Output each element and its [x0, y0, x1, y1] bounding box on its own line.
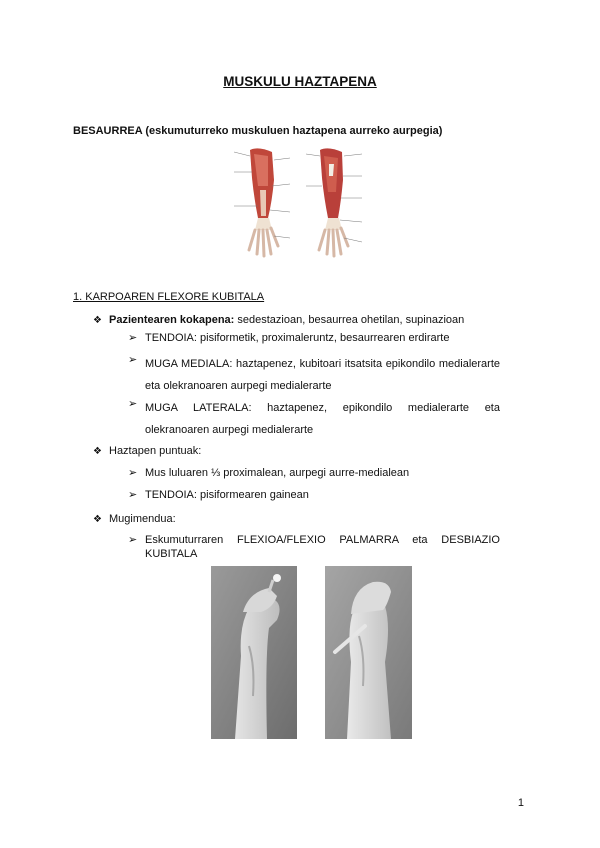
palpation-points-label: Haztapen puntuak:: [109, 445, 202, 457]
movement-label: Mugimendua:: [109, 513, 176, 525]
patient-position-label: Pazientearen kokapena:: [109, 314, 235, 326]
section-subtitle: BESAURREA (eskumuturreko muskuluen haztapena aurreko aurpegia): [73, 125, 443, 137]
arrow-bullet-icon: ➢: [128, 489, 138, 501]
bullet-patient-position: [93, 313, 464, 328]
patient-position-text: sedestazioan, besaurrea ohetilan, supinazioan: [234, 314, 465, 326]
diamond-bullet-icon: ❖: [93, 514, 102, 525]
wrist-flexion-photo: [211, 566, 297, 739]
list-item: [128, 533, 500, 561]
ulnar-deviation-photo: [325, 566, 412, 739]
forearm-drawing-right: [306, 148, 362, 256]
forearm-anatomy-illustration: [228, 146, 366, 258]
page-number: 1: [517, 797, 524, 809]
list-item-text: Mus luluaren ⅓ proximalean, aurpegi aurre-medialean: [145, 467, 410, 479]
list-item-text: MUGA LATERALA: haztapenez, epikondilo medialerarte eta olekranoaren aurpegi medialerarte: [145, 402, 500, 436]
arrow-bullet-icon: ➢: [128, 534, 138, 546]
list-item: [128, 397, 500, 441]
diamond-bullet-icon: ❖: [93, 446, 102, 457]
list-item: [128, 466, 500, 480]
bullet-movement: [93, 512, 176, 527]
arrow-bullet-icon: ➢: [128, 467, 138, 479]
list-item: [128, 331, 500, 345]
forearm-drawing-left: [234, 148, 290, 256]
page-title: MUSKULU HAZTAPENA: [223, 74, 377, 89]
arrow-bullet-icon: ➢: [128, 354, 138, 366]
list-item: [128, 488, 500, 502]
list-item-text: Eskumuturraren FLEXIOA/FLEXIO PALMARRA eta DESBIAZIO KUBITALA: [145, 534, 500, 560]
list-item: [128, 353, 500, 397]
list-item-text: MUGA MEDIALA: haztapenez, kubitoari itsatsita epikondilo medialerarte eta olekranoaren aurpegi medialerarte: [145, 358, 500, 392]
list-item-text: TENDOIA: pisiformetik, proximaleruntz, besaurrearen erdirarte: [145, 332, 450, 344]
bullet-palpation-points: [93, 444, 201, 459]
diamond-bullet-icon: ❖: [93, 315, 102, 326]
section-heading: 1. KARPOAREN FLEXORE KUBITALA: [73, 291, 265, 303]
arrow-bullet-icon: ➢: [128, 332, 138, 344]
arrow-bullet-icon: ➢: [128, 398, 138, 410]
list-item-text: TENDOIA: pisiformearen gainean: [145, 489, 309, 501]
